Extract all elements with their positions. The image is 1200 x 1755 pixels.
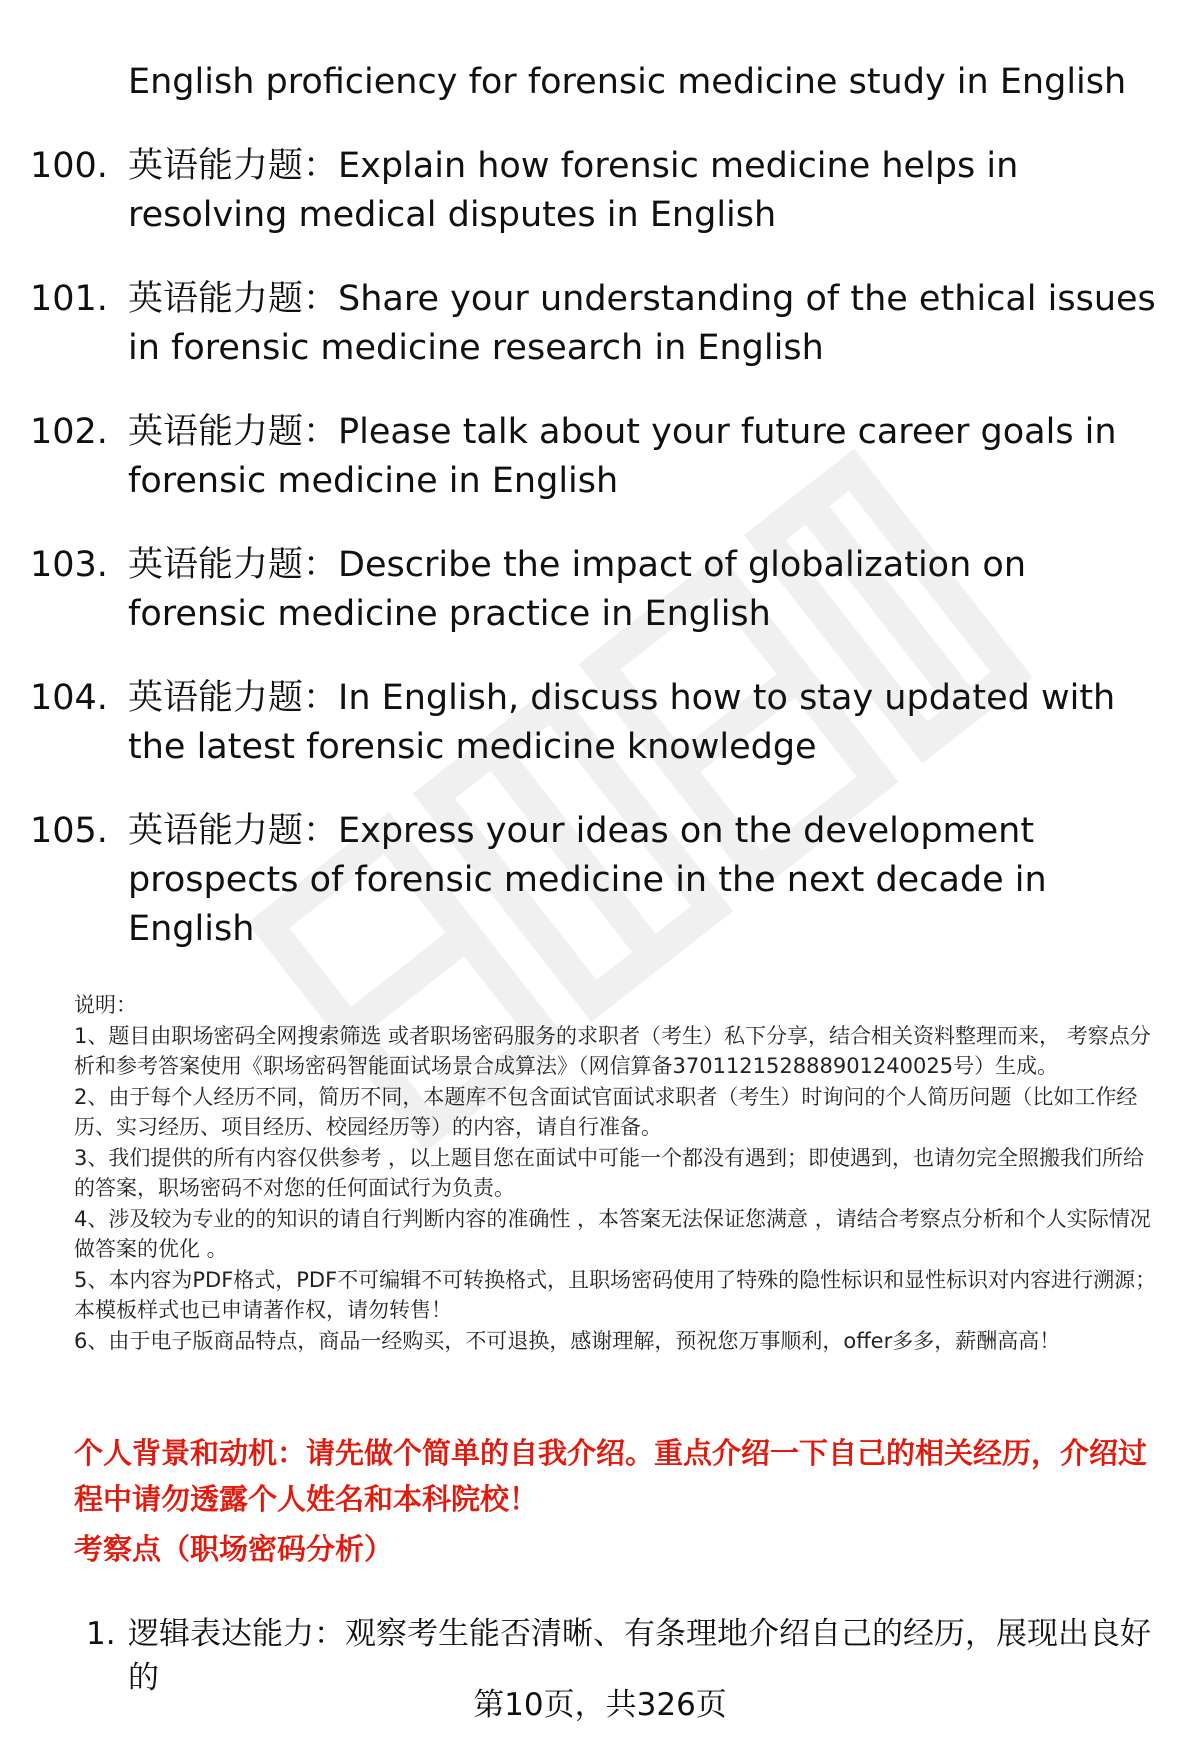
notes-title: 说明： — [74, 993, 137, 1017]
sub-heading: 考察点（职场密码分析） — [74, 1532, 394, 1566]
question-number: 102. — [30, 412, 108, 452]
question-text: 英语能力题：In English, discuss how to stay updated with the latest forensic medicine knowledge — [128, 678, 1116, 767]
page-footer: 第10页，共326页 — [473, 1687, 727, 1723]
question-text: 英语能力题：Please talk about your future career goals in forensic medicine in English — [128, 412, 1117, 501]
note-item: 3、我们提供的所有内容仅供参考 ，以上题目您在面试中可能一个都没有遇到；即使遇到，也请勿完全照搬我们所给的答案，职场密码不对您的任何面试行为负责。 — [74, 1145, 1145, 1200]
question-text: 英语能力题：Describe the impact of globalization on forensic medicine practice in English — [128, 545, 1027, 634]
point-number: 1. — [86, 1616, 116, 1652]
question-number: 105. — [30, 811, 108, 851]
notes-section — [74, 990, 1164, 1356]
section-heading: 个人背景和动机：请先做个简单的自我介绍。重点介绍一下自己的相关经历，介绍过程中请勿透露个人姓名和本科院校！ — [74, 1436, 1148, 1516]
note-item: 6、由于电子版商品特点，商品一经购买，不可退换，感谢理解，预祝您万事顺利，offer多多，薪酬高高！ — [74, 1328, 1061, 1353]
note-item: 1、题目由职场密码全网搜索筛选 或者职场密码服务的求职者（考生）私下分享，结合相关资料整理而来， 考察点分析和参考答案使用《职场密码智能面试场景合成算法》（网信算备370112152888901240025号）生成。 — [74, 1023, 1151, 1078]
question-text: 英语能力题：Share your understanding of the ethical issues in forensic medicine research in English — [128, 279, 1156, 368]
question-list — [30, 58, 1180, 989]
question-text: 英语能力题：Express your ideas on the development prospects of forensic medicine in the next decade in English — [128, 811, 1047, 949]
question-number: 104. — [30, 678, 108, 718]
question-continuation: English proficiency for forensic medicine study in English — [128, 62, 1127, 102]
question-item — [30, 541, 1180, 639]
note-item: 2、由于每个人经历不同，简历不同，本题库不包含面试官面试求职者（考生）时询问的个人简历问题（比如工作经历、实习经历、项目经历、校园经历等）的内容，请自行准备。 — [74, 1084, 1138, 1139]
point-text: 逻辑表达能力：观察考生能否清晰、有条理地介绍自己的经历，展现出良好的 — [128, 1616, 1151, 1696]
note-item: 4、涉及较为专业的的知识的请自行判断内容的准确性 ，本答案无法保证您满意 ，请结合考察点分析和个人实际情况做答案的优化 。 — [74, 1206, 1151, 1261]
note-item: 5、本内容为PDF格式，PDF不可编辑不可转换格式，且职场密码使用了特殊的隐性标识和显性标识对内容进行溯源；本模板样式也已申请著作权，请勿转售！ — [74, 1267, 1157, 1322]
question-number: 100. — [30, 146, 108, 186]
question-item — [30, 807, 1180, 954]
question-item — [30, 275, 1180, 373]
question-item — [30, 142, 1180, 240]
question-item — [30, 674, 1180, 772]
question-item — [30, 408, 1180, 506]
question-number: 103. — [30, 545, 108, 585]
question-number: 101. — [30, 279, 108, 319]
question-text: 英语能力题：Explain how forensic medicine helps in resolving medical disputes in English — [128, 146, 1019, 235]
